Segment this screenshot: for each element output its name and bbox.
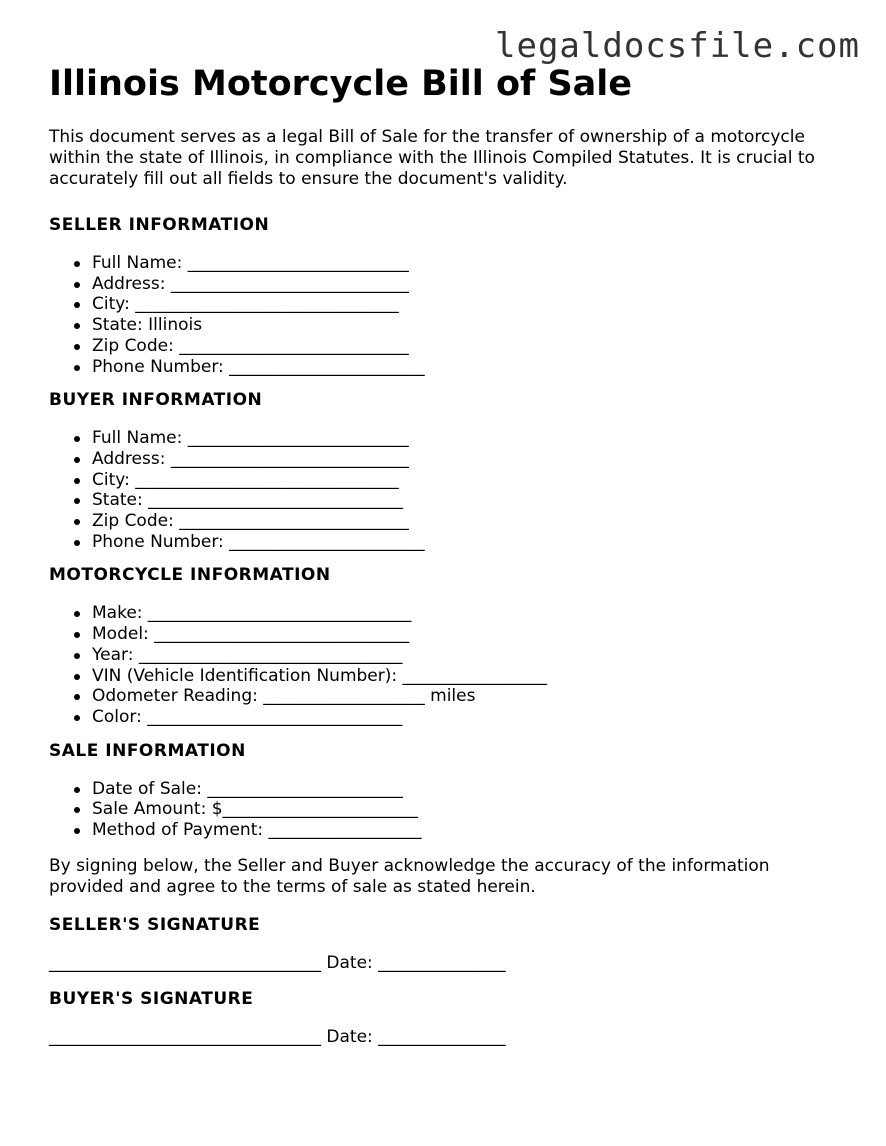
buyer-section-heading: BUYER INFORMATION [49,390,263,411]
buyer-signature-line[interactable]: ________________________________ Date: _______________ [49,1026,506,1047]
motorcycle-year-field[interactable]: Year: _______________________________ [92,645,849,666]
acknowledgement-paragraph: By signing below, the Seller and Buyer acknowledge the accuracy of the information provided and agree to the terms of sale as stated herein. [49,855,770,897]
buyer-city-field[interactable]: City: _______________________________ [92,470,849,491]
buyer-zip-code-field[interactable]: Zip Code: ___________________________ [92,511,849,532]
buyer-full-name-field[interactable]: Full Name: __________________________ [92,428,849,449]
document-page [49,0,849,1048]
buyer-state-field[interactable]: State: ______________________________ [92,490,849,511]
sale-section-heading: SALE INFORMATION [49,740,246,761]
seller-section-heading: SELLER INFORMATION [49,215,270,235]
seller-info-list [49,253,849,377]
motorcycle-section-heading: MOTORCYCLE INFORMATION [49,565,331,586]
motorcycle-odometer-field[interactable]: Odometer Reading: ___________________ miles [92,686,849,707]
intro-paragraph: This document serves as a legal Bill of Sale for the transfer of ownership of a motorcycle within the state of Illinois, in compliance with the Illinois Compiled Statutes. It is crucial to accurately fill out all fields to ensure the document's validity. [49,127,815,189]
motorcycle-model-field[interactable]: Model: ______________________________ [92,624,849,645]
motorcycle-color-field[interactable]: Color: ______________________________ [92,707,849,728]
seller-full-name-field[interactable]: Full Name: __________________________ [92,253,849,274]
sale-payment-method-field[interactable]: Method of Payment: __________________ [92,820,849,841]
buyer-signature-heading: BUYER'S SIGNATURE [49,988,254,1009]
seller-state-field: State: Illinois [92,315,849,336]
motorcycle-vin-field[interactable]: VIN (Vehicle Identification Number): _________________ [92,666,849,687]
sale-amount-field[interactable]: Sale Amount: $_______________________ [92,799,849,820]
sale-info-list [49,779,849,841]
buyer-address-field[interactable]: Address: ____________________________ [92,449,849,470]
seller-address-field[interactable]: Address: ____________________________ [92,274,849,295]
buyer-info-list [49,428,849,552]
seller-signature-line[interactable]: ________________________________ Date: _______________ [49,952,506,973]
motorcycle-info-list [49,603,849,727]
motorcycle-make-field[interactable]: Make: _______________________________ [92,603,849,624]
seller-phone-number-field[interactable]: Phone Number: _______________________ [92,357,849,378]
watermark: legaldocsfile.com [495,26,860,66]
buyer-phone-number-field[interactable]: Phone Number: _______________________ [92,532,849,553]
seller-zip-code-field[interactable]: Zip Code: ___________________________ [92,336,849,357]
seller-city-field[interactable]: City: _______________________________ [92,294,849,315]
sale-date-field[interactable]: Date of Sale: _______________________ [92,779,849,800]
seller-signature-heading: SELLER'S SIGNATURE [49,914,261,935]
document-title: Illinois Motorcycle Bill of Sale [49,64,633,104]
